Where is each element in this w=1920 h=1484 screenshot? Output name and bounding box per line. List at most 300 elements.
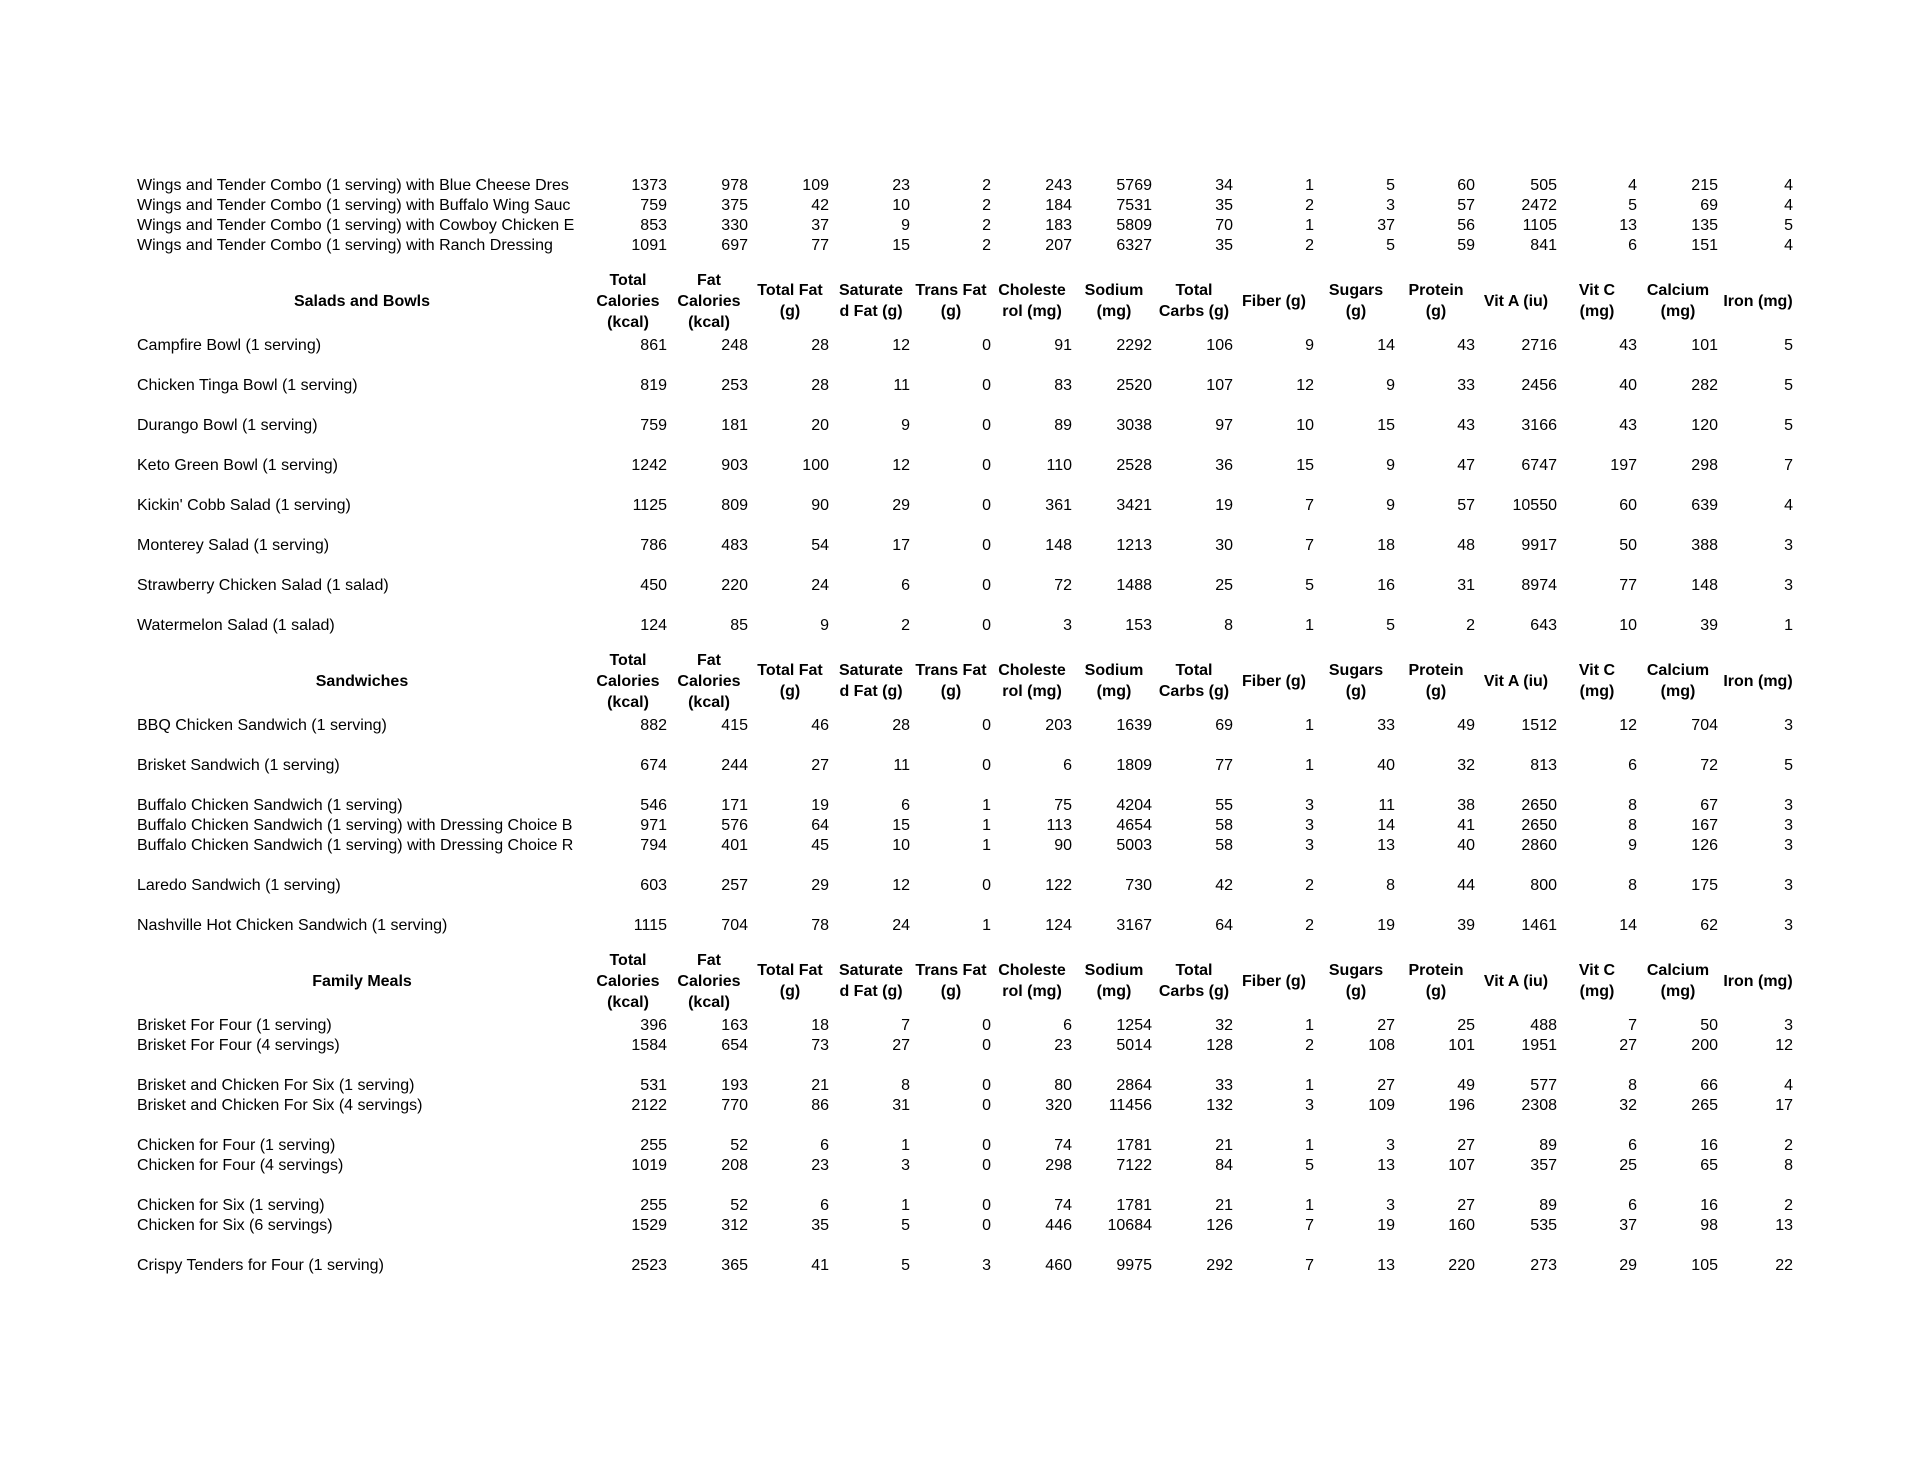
table-row: [137, 1096, 1793, 1136]
column-header-text: [1484, 671, 1548, 692]
nutrient-value: 12: [892, 457, 910, 474]
nutrient-value: 1951: [1521, 1037, 1557, 1054]
nutrient-value: 132: [1206, 1097, 1233, 1114]
nutrient-value: 7: [1305, 497, 1314, 514]
nutrient-value: 2: [982, 217, 991, 234]
column-header-line: (mg): [1096, 303, 1132, 320]
nutrient-value: 54: [811, 537, 829, 554]
nutrient-value: 124: [640, 617, 667, 634]
nutrient-value: 3: [1784, 717, 1793, 734]
nutrient-value: 5: [1784, 757, 1793, 774]
nutrient-value: 55: [1215, 797, 1233, 814]
nutrient-value: 59: [1457, 237, 1475, 254]
nutrient-value: 21: [1215, 1197, 1233, 1214]
column-header-text: [1329, 280, 1383, 322]
nutrient-value: 58: [1215, 817, 1233, 834]
column-header-text: [1579, 280, 1615, 322]
item-name: Chicken for Four (1 serving): [137, 1137, 336, 1154]
column-header-line: Total: [609, 651, 647, 669]
column-header: [750, 946, 830, 1016]
nutrient-value: 2: [982, 177, 991, 194]
nutrient-value: 43: [1457, 337, 1475, 354]
nutrient-value: 89: [1054, 417, 1072, 434]
nutrient-value: 1: [1305, 1017, 1314, 1034]
nutrient-value: 759: [640, 197, 667, 214]
column-header-line: Fat: [696, 271, 721, 289]
nutrient-value: 10: [892, 197, 910, 214]
nutrient-value: 69: [1700, 197, 1718, 214]
column-header-line: Fiber (g): [1242, 972, 1306, 990]
nutrient-value: 175: [1691, 877, 1718, 894]
column-header-line: (g): [940, 303, 962, 320]
column-header: [750, 266, 830, 336]
item-name: Campfire Bowl (1 serving): [137, 337, 322, 354]
nutrient-value: 7: [1628, 1017, 1637, 1034]
nutrient-value: 1213: [1116, 537, 1152, 554]
nutrient-value: 5: [1386, 237, 1395, 254]
nutrient-value: 74: [1054, 1137, 1072, 1154]
nutrient-value: 89: [1539, 1137, 1557, 1154]
nutrient-value: 181: [721, 417, 748, 434]
column-header-line: Calories: [677, 292, 741, 310]
nutrient-value: 0: [982, 617, 991, 634]
table-row: [137, 1216, 1793, 1256]
column-header-line: (mg): [1660, 983, 1696, 1000]
nutrient-value: 43: [1457, 417, 1475, 434]
column-header: [1397, 946, 1475, 1016]
nutrient-value: 0: [982, 1197, 991, 1214]
table-row: [137, 756, 1793, 796]
table-row: [137, 796, 1793, 816]
nutrient-value: 32: [1619, 1097, 1637, 1114]
nutrient-value: 535: [1530, 1217, 1557, 1234]
nutrient-value: 74: [1054, 1197, 1072, 1214]
column-header-text: [1723, 291, 1792, 312]
nutrient-value: 207: [1045, 237, 1072, 254]
nutrient-value: 6327: [1116, 237, 1152, 254]
column-header-line: (g): [940, 683, 962, 700]
column-header-line: (mg): [1660, 303, 1696, 320]
nutrient-value: 45: [811, 837, 829, 854]
nutrient-value: 85: [730, 617, 748, 634]
column-header-text: [1242, 291, 1306, 312]
nutrient-value: 29: [1619, 1257, 1637, 1274]
nutrient-value: 483: [721, 537, 748, 554]
nutrient-value: 9: [1305, 337, 1314, 354]
column-header-text: [1085, 280, 1144, 322]
nutrient-value: 2308: [1521, 1097, 1557, 1114]
nutrient-value: 9: [1386, 497, 1395, 514]
table-row: [137, 376, 1793, 416]
table-row: [137, 576, 1793, 616]
nutrient-value: 813: [1530, 757, 1557, 774]
nutrient-value: 86: [811, 1097, 829, 1114]
nutrient-value: 1: [1305, 217, 1314, 234]
nutrient-value: 84: [1215, 1157, 1233, 1174]
nutrient-value: 19: [1215, 497, 1233, 514]
nutrient-value: 488: [1530, 1017, 1557, 1034]
nutrient-value: 58: [1215, 837, 1233, 854]
nutrient-value: 28: [811, 377, 829, 394]
nutrient-value: 183: [1045, 217, 1072, 234]
column-header-text: [596, 270, 659, 333]
section-title: Sandwiches: [315, 672, 409, 690]
nutrient-value: 2528: [1116, 457, 1152, 474]
nutrient-value: 8: [1628, 817, 1637, 834]
nutrient-value: 1: [982, 837, 991, 854]
column-header-line: Vit A (iu): [1483, 972, 1549, 990]
nutrient-value: 25: [1215, 577, 1233, 594]
table-row: [137, 816, 1793, 836]
nutrient-value: 25: [1457, 1017, 1475, 1034]
nutrient-value: 6: [901, 577, 910, 594]
column-header-line: Sodium: [1084, 662, 1144, 679]
column-header-line: (g): [1345, 983, 1367, 1000]
nutrient-value: 415: [721, 717, 748, 734]
nutrient-value: 1: [901, 1197, 910, 1214]
nutrient-value: 13: [1619, 217, 1637, 234]
nutrient-value: 0: [982, 717, 991, 734]
nutrient-value: 128: [1206, 1037, 1233, 1054]
nutrient-value: 24: [892, 917, 910, 934]
nutrient-value: 60: [1619, 497, 1637, 514]
nutrient-value: 60: [1457, 177, 1475, 194]
column-header-line: (kcal): [607, 693, 649, 711]
nutrient-value: 108: [1368, 1037, 1395, 1054]
nutrient-value: 10: [1296, 417, 1314, 434]
nutrient-value: 65: [1700, 1157, 1718, 1174]
column-header-line: Calories: [596, 292, 660, 310]
item-name: Buffalo Chicken Sandwich (1 serving) with Dressing Choice R: [137, 837, 574, 854]
column-header-text: [677, 650, 740, 713]
column-header-line: Calcium: [1646, 962, 1710, 979]
table-row: [137, 1196, 1793, 1216]
nutrient-value: 3: [1784, 1017, 1793, 1034]
nutrient-value: 29: [892, 497, 910, 514]
nutrient-value: 1115: [633, 917, 667, 934]
nutrient-value: 0: [982, 1037, 991, 1054]
nutrient-value: 72: [1700, 757, 1718, 774]
nutrient-value: 9: [901, 217, 910, 234]
column-header: [1234, 266, 1314, 336]
nutrient-value: 28: [811, 337, 829, 354]
nutrient-value: 5014: [1116, 1037, 1152, 1054]
column-header-line: Total: [1175, 662, 1213, 679]
nutrient-value: 2: [1305, 237, 1314, 254]
nutrient-value: 72: [1054, 577, 1072, 594]
column-header: [1075, 266, 1153, 336]
column-header: [1154, 266, 1234, 336]
nutrient-value: 3: [901, 1157, 910, 1174]
nutrient-value: 31: [1457, 577, 1475, 594]
nutrient-value: 401: [721, 837, 748, 854]
nutrient-value: 30: [1215, 537, 1233, 554]
nutrient-value: 4204: [1116, 797, 1152, 814]
nutrient-value: 759: [640, 417, 667, 434]
nutrient-value: 11: [893, 757, 910, 774]
column-header-text: [1484, 291, 1548, 312]
column-header: [669, 946, 749, 1016]
nutrition-table: [137, 176, 1793, 1276]
nutrient-value: 41: [1457, 817, 1475, 834]
nutrient-value: 9: [1386, 457, 1395, 474]
nutrient-value: 853: [640, 217, 667, 234]
nutrient-value: 5: [1784, 337, 1793, 354]
section-header: [137, 266, 1793, 336]
nutrient-value: 2650: [1521, 817, 1557, 834]
nutrient-value: 531: [640, 1077, 667, 1094]
nutrient-value: 3: [1305, 837, 1314, 854]
nutrient-value: 42: [1215, 877, 1233, 894]
nutrient-value: 7: [1784, 457, 1793, 474]
nutrient-value: 9917: [1521, 537, 1557, 554]
nutrient-value: 1: [1305, 1077, 1314, 1094]
column-header-line: (g): [779, 983, 801, 1000]
nutrient-value: 5: [1386, 177, 1395, 194]
nutrient-value: 450: [640, 577, 667, 594]
nutrient-value: 375: [721, 197, 748, 214]
nutrient-value: 106: [1206, 337, 1233, 354]
table-row: [137, 416, 1793, 456]
nutrient-value: 0: [982, 377, 991, 394]
nutrient-value: 1809: [1116, 757, 1152, 774]
nutrient-value: 2: [1466, 617, 1475, 634]
column-header-line: Sodium: [1084, 962, 1144, 979]
nutrient-value: 312: [721, 1217, 748, 1234]
item-name: Laredo Sandwich (1 serving): [137, 877, 341, 894]
nutrient-value: 2523: [631, 1257, 667, 1274]
nutrient-value: 0: [982, 457, 991, 474]
column-header: [1075, 946, 1153, 1016]
nutrient-value: 0: [982, 1157, 991, 1174]
nutrient-value: 19: [811, 797, 829, 814]
nutrient-value: 12: [892, 877, 910, 894]
nutrient-value: 13: [1775, 1217, 1793, 1234]
nutrient-value: 0: [982, 577, 991, 594]
column-header-text: [1329, 960, 1383, 1002]
nutrient-value: 5003: [1116, 837, 1152, 854]
nutrient-value: 124: [1045, 917, 1072, 934]
column-header-text: [839, 660, 903, 702]
table-row: [137, 176, 1793, 196]
nutrient-value: 3: [1386, 1137, 1395, 1154]
item-name: Wings and Tender Combo (1 serving) with Buffalo Wing Sauc: [137, 197, 571, 214]
nutrient-value: 21: [811, 1077, 829, 1094]
nutrient-value: 36: [1215, 457, 1233, 474]
column-header-text: [596, 950, 659, 1013]
column-header-line: Choleste: [998, 962, 1066, 979]
nutrient-value: 8: [1224, 617, 1233, 634]
nutrient-value: 135: [1691, 217, 1718, 234]
column-header-line: d Fat (g): [839, 683, 903, 700]
nutrient-value: 396: [640, 1017, 667, 1034]
nutrient-value: 39: [1457, 917, 1475, 934]
column-header-line: Carbs (g): [1158, 303, 1230, 320]
nutrient-value: 7531: [1116, 197, 1152, 214]
column-header-line: Carbs (g): [1158, 983, 1230, 1000]
column-header-line: (g): [940, 983, 962, 1000]
table-row: [137, 916, 1793, 936]
nutrient-value: 2456: [1521, 377, 1557, 394]
table-row: [137, 336, 1793, 376]
nutrient-value: 330: [721, 217, 748, 234]
item-name: Brisket For Four (4 servings): [137, 1037, 340, 1054]
nutrient-value: 3: [982, 1257, 991, 1274]
column-header-line: Protein: [1408, 662, 1464, 679]
nutrient-value: 2: [1305, 197, 1314, 214]
nutrient-value: 197: [1610, 457, 1637, 474]
column-header-text: [1159, 660, 1229, 702]
column-header-line: Total Fat: [757, 282, 823, 299]
column-header-text: [998, 960, 1066, 1002]
nutrient-value: 1488: [1116, 577, 1152, 594]
nutrient-value: 33: [1457, 377, 1475, 394]
nutrient-value: 23: [892, 177, 910, 194]
nutrient-value: 15: [892, 237, 910, 254]
column-header-line: (mg): [1096, 683, 1132, 700]
nutrient-value: 3: [1784, 537, 1793, 554]
nutrient-value: 46: [811, 717, 829, 734]
column-header-line: (kcal): [688, 693, 730, 711]
nutrient-value: 298: [1691, 457, 1718, 474]
nutrient-value: 3: [1305, 817, 1314, 834]
column-header-text: [677, 270, 740, 333]
nutrient-value: 9: [1386, 377, 1395, 394]
column-header-line: Total: [1175, 282, 1213, 299]
nutrient-value: 80: [1054, 1077, 1072, 1094]
nutrient-value: 98: [1700, 1217, 1718, 1234]
nutrient-value: 57: [1457, 497, 1475, 514]
nutrient-value: 91: [1054, 337, 1072, 354]
nutrient-value: 31: [892, 1097, 910, 1114]
nutrient-value: 6747: [1521, 457, 1557, 474]
nutrient-value: 42: [811, 197, 829, 214]
nutrient-value: 1019: [631, 1157, 667, 1174]
nutrient-value: 639: [1691, 497, 1718, 514]
nutrient-value: 809: [721, 497, 748, 514]
nutrient-value: 14: [1377, 817, 1395, 834]
nutrient-value: 800: [1530, 877, 1557, 894]
column-header-line: Calcium: [1646, 662, 1710, 679]
table-row: [137, 216, 1793, 236]
nutrient-value: 16: [1700, 1137, 1718, 1154]
nutrient-value: 2864: [1116, 1077, 1152, 1094]
column-header: [992, 266, 1072, 336]
column-header-text: [757, 660, 822, 702]
nutrient-value: 2292: [1116, 337, 1152, 354]
nutrient-value: 62: [1700, 917, 1718, 934]
item-name: Nashville Hot Chicken Sandwich (1 serving): [137, 917, 448, 934]
column-header: [1234, 946, 1314, 1016]
nutrient-value: 12: [892, 337, 910, 354]
table-row: [137, 1136, 1793, 1156]
column-header-line: (g): [1425, 303, 1447, 320]
nutrient-value: 1: [1305, 1137, 1314, 1154]
column-header: [831, 266, 911, 336]
nutrient-value: 5: [1386, 617, 1395, 634]
nutrient-value: 11456: [1108, 1097, 1152, 1114]
column-header: [911, 646, 991, 716]
nutrient-value: 1: [982, 817, 991, 834]
nutrient-value: 1: [1305, 717, 1314, 734]
nutrient-value: 41: [811, 1257, 829, 1274]
nutrient-value: 0: [982, 1137, 991, 1154]
column-header-line: Fat: [696, 651, 721, 669]
table-row: [137, 1156, 1793, 1196]
nutrient-value: 2: [982, 237, 991, 254]
column-header-line: (mg): [1579, 303, 1615, 320]
table-row: [137, 456, 1793, 496]
nutrient-value: 40: [1377, 757, 1395, 774]
column-header-line: rol (mg): [1002, 683, 1062, 700]
nutrient-value: 6: [820, 1137, 829, 1154]
nutrient-value: 971: [640, 817, 667, 834]
nutrient-value: 27: [1457, 1197, 1475, 1214]
nutrient-value: 50: [1619, 537, 1637, 554]
nutrient-value: 101: [1448, 1037, 1475, 1054]
nutrient-value: 25: [1619, 1157, 1637, 1174]
item-name: Chicken Tinga Bowl (1 serving): [137, 377, 358, 394]
nutrient-value: 841: [1530, 237, 1557, 254]
item-name: Brisket For Four (1 serving): [137, 1017, 332, 1034]
nutrient-value: 2: [1305, 1037, 1314, 1054]
nutrient-value: 643: [1530, 617, 1557, 634]
nutrient-value: 14: [1619, 917, 1637, 934]
nutrient-value: 6: [1063, 1017, 1072, 1034]
column-header: [1558, 646, 1636, 716]
nutrient-value: 1: [1305, 757, 1314, 774]
nutrient-value: 2: [901, 617, 910, 634]
column-header-line: Fat: [696, 951, 721, 969]
column-header-line: Carbs (g): [1158, 683, 1230, 700]
nutrient-value: 23: [1054, 1037, 1072, 1054]
column-header-text: [839, 960, 903, 1002]
nutrient-value: 23: [811, 1157, 829, 1174]
nutrient-value: 861: [640, 337, 667, 354]
column-header-text: [596, 650, 659, 713]
nutrient-value: 208: [721, 1157, 748, 1174]
nutrient-value: 1125: [632, 497, 667, 514]
nutrient-value: 298: [1045, 1157, 1072, 1174]
nutrient-value: 255: [640, 1197, 667, 1214]
column-header-line: Calories: [677, 672, 741, 690]
nutrient-value: 2716: [1521, 337, 1557, 354]
nutrient-value: 52: [730, 1197, 748, 1214]
nutrient-value: 34: [1215, 177, 1233, 194]
nutrient-value: 1254: [1116, 1017, 1152, 1034]
column-header: [1717, 946, 1799, 1016]
nutrient-value: 4: [1784, 197, 1793, 214]
column-header: [831, 646, 911, 716]
item-name: Wings and Tender Combo (1 serving) with Blue Cheese Dres: [137, 177, 569, 194]
column-header-text: [1579, 660, 1615, 702]
nutrient-value: 3: [1386, 1197, 1395, 1214]
column-header: [1397, 646, 1475, 716]
nutrient-value: 13: [1377, 1257, 1395, 1274]
nutrient-value: 6: [1628, 1137, 1637, 1154]
nutrient-value: 0: [982, 497, 991, 514]
column-header-line: d Fat (g): [839, 983, 903, 1000]
nutrient-value: 6: [1628, 237, 1637, 254]
nutrient-value: 67: [1700, 797, 1718, 814]
nutrient-value: 160: [1448, 1217, 1475, 1234]
nutrient-value: 24: [811, 577, 829, 594]
column-header: [1476, 646, 1556, 716]
nutrient-value: 446: [1045, 1217, 1072, 1234]
nutrient-value: 10684: [1107, 1217, 1152, 1234]
nutrient-value: 2650: [1521, 797, 1557, 814]
nutrient-value: 243: [1045, 177, 1072, 194]
